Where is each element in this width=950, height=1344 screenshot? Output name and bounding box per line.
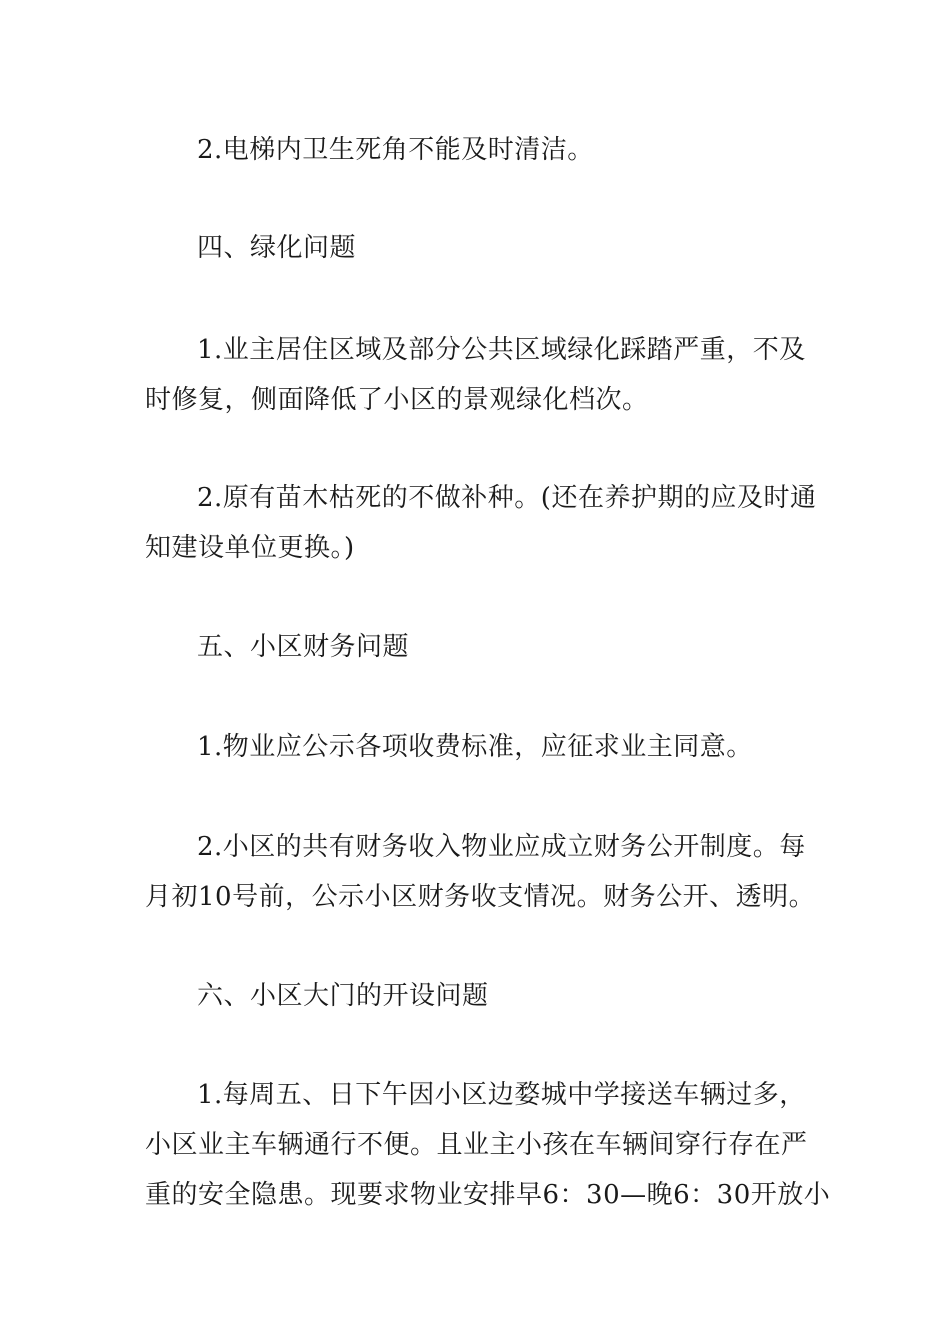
text-line: 小区业主车辆通行不便。且业主小孩在车辆间穿行存在严 [145, 1130, 808, 1160]
text-line: 重的安全隐患。现要求物业安排早6：30—晚6：30开放小 [145, 1180, 831, 1210]
heading-text: 六、小区大门的开设问题 [197, 981, 489, 1011]
text-line: 知建设单位更换。) [145, 533, 355, 563]
paragraph-finance-disclosure [145, 822, 816, 922]
text-line: 2.电梯内卫生死角不能及时清洁。 [197, 135, 594, 165]
paragraph-greening-trampling [145, 325, 810, 425]
paragraph-elevator-cleaning [145, 125, 810, 175]
section-heading-greening [145, 223, 810, 273]
paragraph-gate-traffic [145, 1070, 831, 1220]
text-line: 1.物业应公示各项收费标准，应征求业主同意。 [197, 732, 753, 762]
text-line: 时修复，侧面降低了小区的景观绿化档次。 [145, 385, 649, 415]
text-line: 2.原有苗木枯死的不做补种。(还在养护期的应及时通 [197, 483, 817, 513]
section-heading-finance [145, 622, 810, 672]
text-line: 2.小区的共有财务收入物业应成立财务公开制度。每 [197, 832, 806, 862]
paragraph-fee-standards [145, 722, 810, 772]
heading-text: 四、绿化问题 [197, 233, 357, 263]
text-line: 1.业主居住区域及部分公共区域绿化踩踏严重，不及 [197, 335, 806, 365]
text-line: 1.每周五、日下午因小区边婺城中学接送车辆过多， [197, 1080, 806, 1110]
section-heading-gate [145, 971, 810, 1021]
text-line: 月初10号前，公示小区财务收支情况。财务公开、透明。 [145, 882, 816, 912]
paragraph-replanting [145, 473, 817, 573]
heading-text: 五、小区财务问题 [197, 632, 410, 662]
